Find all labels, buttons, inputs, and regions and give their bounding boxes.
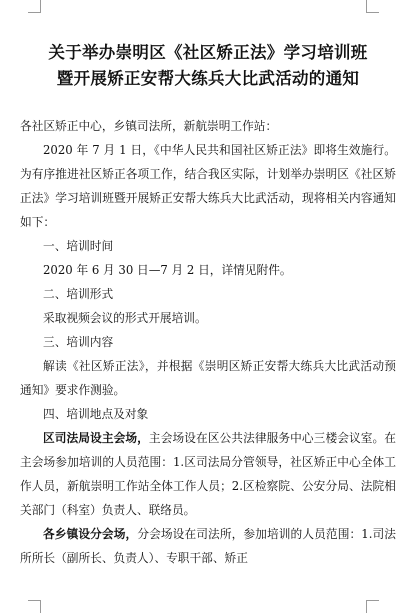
intro-paragraph: 2020 年 7 月 1 日，《中华人民共和国社区矫正法》即将生效施行。为有序推进社区矫正各项工作，结合我区实际，计划举办崇明区《社区矫正法》学习培训班暨开展矫正安帮大练兵大比武活动，现将相关内容通知如下： <box>20 143 396 229</box>
section-heading-content: 三、培训内容 <box>43 335 114 349</box>
crop-mark-top-right <box>366 0 379 13</box>
branch-venue-lead: 各乡镇设分会场， <box>43 527 138 541</box>
main-venue-paragraph <box>20 426 396 522</box>
branch-venue-paragraph <box>20 522 396 570</box>
salutation: 各社区矫正中心，乡镇司法所，新航崇明工作站： <box>20 119 278 133</box>
section-heading-time: 一、培训时间 <box>43 239 114 253</box>
title-line-2: 暨开展矫正安帮大练兵大比武活动的通知 <box>56 69 360 88</box>
section-body-content: 解读《社区矫正法》，并根据《崇明区矫正安帮大练兵大比武活动预通知》要求作测验。 <box>20 359 396 397</box>
section-heading-format: 二、培训形式 <box>43 287 114 301</box>
section-heading-venue: 四、培训地点及对象 <box>43 407 149 421</box>
crop-mark-bottom-right <box>366 600 379 613</box>
section-body-format: 采取视频会议的形式开展培训。 <box>43 311 207 325</box>
document-title <box>20 40 396 92</box>
section-body-time: 2020 年 6 月 30 日—7 月 2 日，详情见附件。 <box>43 263 292 277</box>
document-page <box>20 40 396 570</box>
title-line-1: 关于举办崇明区《社区矫正法》学习培训班 <box>48 43 368 62</box>
crop-mark-top-left <box>28 0 41 13</box>
main-venue-text: 主会场设在区公共法律服务中心三楼会议室。在主会场参加培训的人员范围：1.区司法局分管领导，社区矫正中心全体工作人员，新航崇明工作站全体工作人员；2.区检察院、公安分局、法院相关部门（科室）负责人、联络员。 <box>20 431 396 517</box>
branch-venue-text: 分会场设在司法所，参加培训的人员范围：1.司法所所长（副所长、负责人）、专职干部、矫正 <box>20 527 396 565</box>
crop-mark-bottom-left <box>28 600 41 613</box>
main-venue-lead: 区司法局设主会场， <box>43 431 149 445</box>
